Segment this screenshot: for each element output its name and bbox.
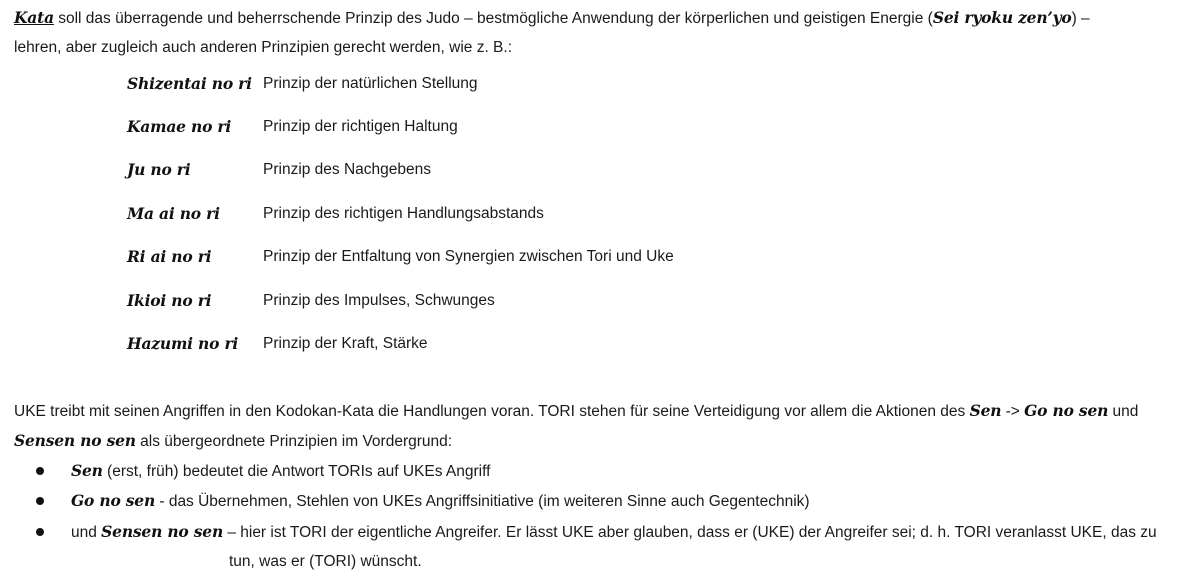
- principle-term: Kamae no ri: [127, 117, 232, 136]
- sei-ryoku-term: Sei ryoku zen’yo: [932, 8, 1072, 27]
- list-item: [71, 461, 490, 482]
- bullet-text: - das Übernehmen, Stehlen von UKEs Angriffsinitiative (im weiteren Sinne auch Gegentechnik): [155, 493, 810, 510]
- uke-arrow: ->: [1001, 403, 1025, 420]
- intro-line-1: [14, 8, 1090, 29]
- bullet-text: – hier ist TORI der eigentliche Angreifer. Er lässt UKE aber glauben, dass er (UKE) der Angreifer sei; d. h. TORI veranlasst UKE, das zu: [223, 524, 1157, 541]
- bullet-dot: [36, 528, 44, 536]
- list-item: [71, 491, 810, 512]
- principle-desc: Prinzip der Kraft, Stärke: [263, 335, 428, 352]
- bullet-term: Go no sen: [71, 491, 156, 510]
- sensen-no-sen-term: Sensen no sen: [14, 431, 136, 450]
- bullet-dot: [36, 467, 44, 475]
- bullet-term: Sensen no sen: [101, 522, 224, 541]
- bullet-text: (erst, früh) bedeutet die Antwort TORIs auf UKEs Angriff: [102, 463, 491, 480]
- uke-text-b: als übergeordnete Prinzipien im Vordergrund:: [135, 433, 453, 450]
- uke-line-2: [14, 431, 452, 452]
- intro-text-b: ) –: [1071, 10, 1090, 27]
- bullet-prefix: und: [71, 524, 102, 541]
- principle-desc: Prinzip der richtigen Haltung: [263, 118, 458, 135]
- list-item-continuation: tun, was er (TORI) wünscht.: [229, 553, 422, 570]
- bullet-term: Sen: [71, 461, 103, 480]
- principle-term: Ri ai no ri: [127, 247, 212, 266]
- principle-desc: Prinzip des Impulses, Schwunges: [263, 292, 495, 309]
- principle-desc: Prinzip der natürlichen Stellung: [263, 75, 478, 92]
- list-item: [71, 522, 1157, 543]
- intro-line-2: lehren, aber zugleich auch anderen Prinzipien gerecht werden, wie z. B.:: [14, 39, 513, 56]
- bullet-dot: [36, 497, 44, 505]
- principle-term: Shizentai no ri: [127, 74, 252, 93]
- principle-term: Ma ai no ri: [127, 204, 220, 223]
- go-no-sen-term: Go no sen: [1024, 401, 1109, 420]
- principle-term: Ju no ri: [127, 160, 191, 179]
- principle-desc: Prinzip des Nachgebens: [263, 161, 432, 178]
- principle-term: Ikioi no ri: [127, 291, 212, 310]
- principle-term: Hazumi no ri: [127, 334, 239, 353]
- uke-und: und: [1108, 403, 1139, 420]
- intro-text-a: soll das überragende und beherrschende Prinzip des Judo – bestmögliche Anwendung der körperlichen und geistigen Energie (: [53, 10, 933, 27]
- sen-term: Sen: [969, 401, 1002, 420]
- principle-desc: Prinzip des richtigen Handlungsabstands: [263, 205, 544, 222]
- principle-desc: Prinzip der Entfaltung von Synergien zwischen Tori und Uke: [263, 248, 674, 265]
- uke-text-a: UKE treibt mit seinen Angriffen in den Kodokan-Kata die Handlungen voran. TORI stehen für seine Verteidigung vor allem die Aktionen des: [14, 403, 970, 420]
- kata-term: Kata: [14, 8, 54, 27]
- uke-line-1: [14, 401, 1138, 422]
